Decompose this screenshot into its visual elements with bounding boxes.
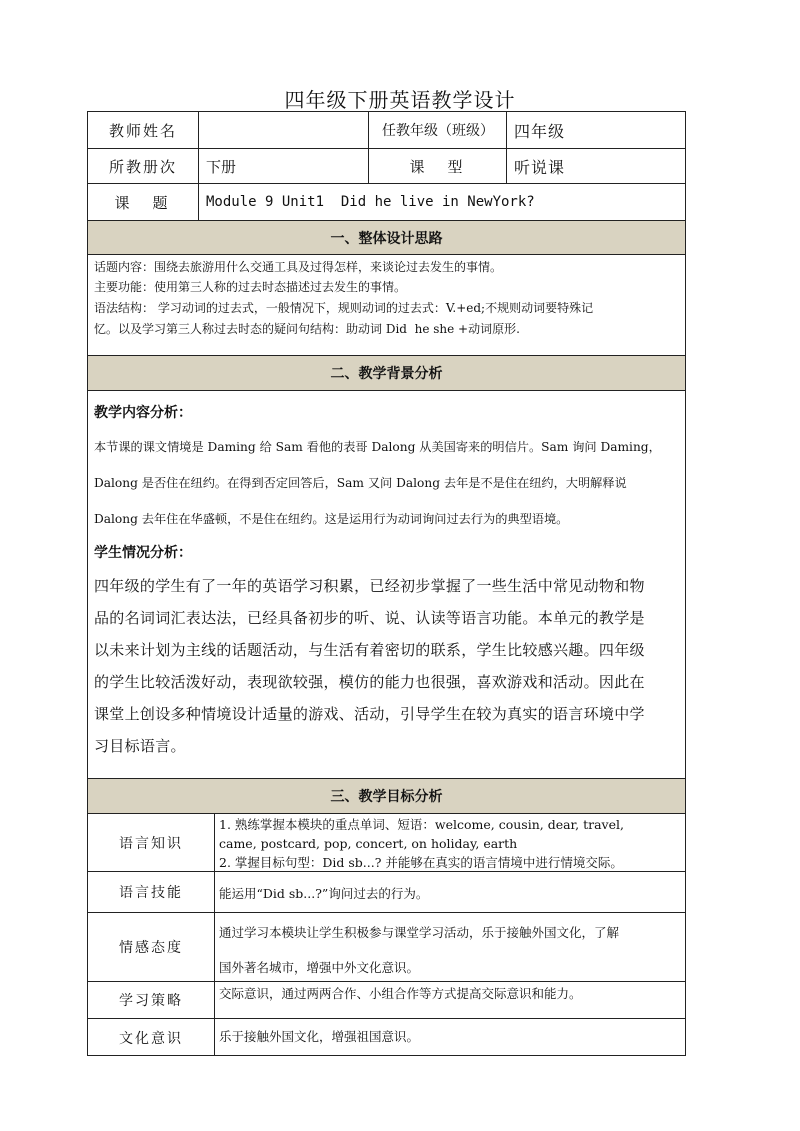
grid-line <box>368 112 369 183</box>
goal-text-line: came, postcard, pop, concert, on holiday, earth <box>219 836 518 851</box>
grid-line <box>88 871 685 872</box>
student-analysis-line: 四年级的学生有了一年的英语学习积累，已经初步掌握了一些生活中常见动物和物 <box>94 577 645 595</box>
book-label: 所教册次 <box>108 157 177 176</box>
grid-line <box>88 813 685 814</box>
goal-text-line: 1. 熟练掌握本模块的重点单词、短语：welcome, cousin, dear, travel, <box>219 817 624 832</box>
grid-line <box>88 148 685 149</box>
goal-label-cultural-awareness: 文化意识 <box>119 1030 183 1047</box>
content-analysis-line: Dalong 是否住在纽约。在得到否定回答后，Sam 又问 Dalong 去年是不是住在纽约，大明解释说 <box>94 476 627 490</box>
student-analysis-line: 习目标语言。 <box>94 737 186 755</box>
grid-line <box>198 112 199 220</box>
goal-label-emotional-attitude: 情感态度 <box>119 940 183 956</box>
section1-line: 忆。以及学习第三人称过去时态的疑问句结构：助动词 Did he she +动词原形. <box>94 322 520 336</box>
goal-label-language-knowledge: 语言知识 <box>119 835 183 852</box>
student-analysis-heading: 学生情况分析： <box>94 545 192 561</box>
content-analysis-heading: 教学内容分析： <box>94 405 192 421</box>
student-analysis-line: 课堂上创设多种情境设计适量的游戏、活动，引导学生在较为真实的语言环境中学 <box>94 705 645 723</box>
goal-text-line: 能运用“Did sb...?”询问过去的行为。 <box>219 886 429 901</box>
topic-label: 课 题 <box>114 193 172 212</box>
grid-line <box>88 390 685 391</box>
grid-line <box>88 254 685 255</box>
section1-heading: 一、整体设计思路 <box>88 221 685 254</box>
student-analysis-line: 品的名词词汇表达法，已经具备初步的听、说、认读等语言功能。本单元的教学是 <box>94 609 645 627</box>
grid-line <box>88 183 685 184</box>
goal-text-line: 通过学习本模块让学生积极参与课堂学习活动，乐于接触外国文化，了解 <box>219 925 620 940</box>
section2-heading: 二、教学背景分析 <box>88 356 685 390</box>
grade-value: 四年级 <box>514 121 566 141</box>
goal-label-language-skills: 语言技能 <box>119 885 183 901</box>
grade-label: 任教年级（班级） <box>382 123 494 139</box>
type-value: 听说课 <box>514 157 566 177</box>
goal-text-line: 乐于接触外国文化，增强祖国意识。 <box>219 1029 420 1044</box>
type-label: 课 型 <box>409 157 467 176</box>
goal-text-line: 2. 掌握目标句型：Did sb...? 并能够在真实的语言情境中进行情境交际。 <box>219 855 623 870</box>
goal-text-line: 国外著名城市，增强中外文化意识。 <box>219 960 420 975</box>
goal-label-learning-strategy: 学习策略 <box>119 993 183 1009</box>
grid-line <box>88 912 685 913</box>
section3-heading: 三、教学目标分析 <box>88 779 685 813</box>
grid-line <box>88 778 685 779</box>
section1-line: 主要功能：使用第三人称的过去时态描述过去发生的事情。 <box>94 280 407 294</box>
content-analysis-line: Dalong 去年住在华盛顿，不是住在纽约。这是运用行为动词询问过去行为的典型语境。 <box>94 512 569 526</box>
grid-line <box>88 981 685 982</box>
grid-line <box>88 1018 685 1019</box>
teacher-value <box>200 112 368 148</box>
page-title: 四年级下册英语教学设计 <box>284 88 516 112</box>
grid-line <box>88 355 685 356</box>
section1-line: 话题内容：围绕去旅游用什么交通工具及过得怎样，来谈论过去发生的事情。 <box>94 260 503 274</box>
grid-line <box>506 112 507 183</box>
student-analysis-line: 的学生比较活泼好动，表现欲较强，模仿的能力也很强，喜欢游戏和活动。因此在 <box>94 673 645 691</box>
content-analysis-line: 本节课的课文情境是 Daming 给 Sam 看他的表哥 Dalong 从美国寄来的明信片。Sam 询问 Daming， <box>94 440 661 454</box>
grid-line <box>214 813 215 1056</box>
grid-line <box>88 220 685 221</box>
goal-text-line: 交际意识，通过两两合作、小组合作等方式提高交际意识和能力。 <box>219 986 582 1001</box>
topic-value: Module 9 Unit1 Did he live in NewYork? <box>206 194 535 210</box>
student-analysis-line: 以未来计划为主线的话题活动，与生活有着密切的联系，学生比较感兴趣。四年级 <box>94 641 645 659</box>
teacher-label: 教师姓名 <box>108 121 177 140</box>
book-value: 下册 <box>206 157 237 176</box>
section1-line: 语法结构： 学习动词的过去式，一般情况下，规则动词的过去式：V.+ed;不规则动词要特殊记 <box>94 301 594 315</box>
lesson-plan-table <box>87 111 686 1056</box>
